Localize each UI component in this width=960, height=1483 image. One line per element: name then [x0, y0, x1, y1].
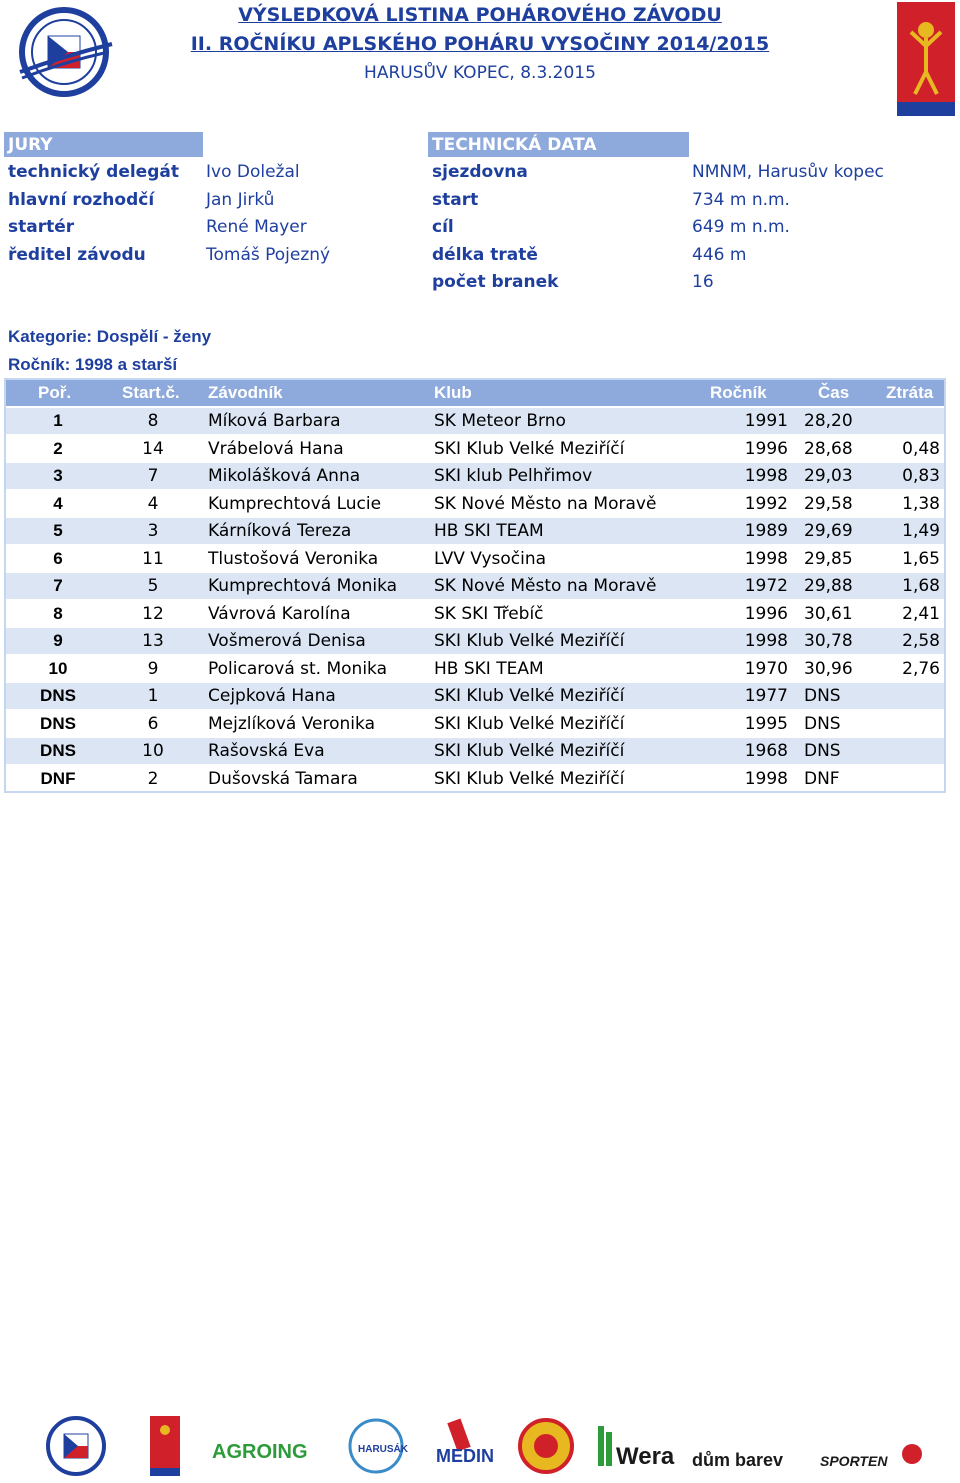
cell-position: 8 — [53, 603, 63, 623]
cell-position: DNS — [40, 713, 76, 733]
table-row — [6, 406, 944, 434]
cell-year: 1972 — [744, 576, 788, 596]
svg-text:dům barev: dům barev — [692, 1450, 784, 1470]
cell-time: 29,58 — [804, 493, 853, 514]
svg-text:SPORTEN: SPORTEN — [820, 1453, 888, 1469]
cell-start-number: 4 — [147, 493, 159, 514]
cell-year: 1998 — [744, 548, 788, 569]
cell-name: Mejzlíková Veronika — [208, 713, 375, 734]
col-year: Ročník — [710, 383, 767, 402]
jury-value: Ivo Doležal — [206, 162, 300, 182]
cell-position: 7 — [53, 576, 63, 595]
cell-loss: 1,68 — [902, 576, 940, 596]
tech-title: TECHNICKÁ DATA — [432, 135, 597, 155]
cell-loss: 0,83 — [902, 466, 940, 486]
cell-year: 1996 — [744, 603, 788, 624]
cell-club: SKI klub Pelhřimov — [434, 466, 593, 486]
cell-start-number: 12 — [142, 603, 164, 624]
tech-value: 734 m n.m. — [692, 190, 790, 210]
col-time: Čas — [818, 383, 850, 402]
svg-text:MEDIN: MEDIN — [436, 1446, 494, 1466]
cell-position: 3 — [53, 466, 63, 485]
cell-year: 1998 — [744, 768, 788, 789]
cell-position: 4 — [53, 493, 63, 513]
jury-value: Jan Jirků — [206, 190, 275, 210]
cell-club: SKI Klub Velké Meziříčí — [434, 686, 625, 706]
cell-name: Rašovská Eva — [208, 741, 325, 761]
cell-loss: 1,49 — [902, 521, 940, 541]
sponsor-agroing: AGROING — [212, 1441, 308, 1463]
jury-label: technický delegát — [8, 162, 179, 182]
table-row — [6, 544, 944, 572]
title-line-3: HARUSŮV KOPEC, 8.3.2015 — [364, 63, 596, 83]
table-row — [6, 736, 944, 764]
cell-name: Míková Barbara — [208, 411, 341, 431]
svg-text:HARUSÁK: HARUSÁK — [358, 1444, 408, 1455]
cell-time: DNS — [804, 741, 841, 761]
cell-loss: 1,65 — [902, 548, 940, 569]
cell-name: Dušovská Tamara — [208, 768, 358, 789]
cell-time: 29,69 — [804, 521, 853, 541]
cell-loss: 0,48 — [902, 438, 940, 459]
jury-title: JURY — [8, 135, 53, 155]
tech-label: cíl — [432, 217, 454, 237]
cell-time: 29,88 — [804, 576, 853, 596]
cell-position: 2 — [53, 438, 63, 458]
cell-time: DNS — [804, 713, 841, 734]
category-year: Ročník: 1998 a starší — [8, 355, 178, 374]
cell-time: 28,20 — [804, 411, 853, 431]
cell-club: SKI Klub Velké Meziříčí — [434, 631, 625, 651]
cell-year: 1996 — [744, 438, 788, 459]
cell-club: SKI Klub Velké Meziříčí — [434, 768, 625, 789]
col-club: Klub — [434, 383, 472, 402]
cell-club: SK Nové Město na Moravě — [434, 576, 657, 596]
table-row — [6, 709, 944, 737]
cell-position: DNS — [40, 686, 76, 705]
table-row — [6, 764, 944, 792]
cell-start-number: 7 — [147, 466, 159, 486]
cell-club: SKI Klub Velké Meziříčí — [434, 713, 625, 734]
tech-value: 16 — [692, 272, 714, 292]
table-row — [6, 571, 944, 599]
table-row — [6, 489, 944, 517]
svaz-lyzaru-logo — [12, 6, 116, 102]
table-row — [6, 461, 944, 489]
cell-start-number: 14 — [142, 438, 164, 459]
cell-start-number: 6 — [147, 713, 159, 734]
cell-year: 1992 — [744, 493, 788, 514]
cell-year: 1998 — [744, 631, 788, 651]
cell-position: 9 — [53, 631, 63, 650]
cell-loss: 2,76 — [902, 658, 940, 679]
cell-name: Cejpková Hana — [208, 686, 336, 706]
cell-position: 10 — [48, 658, 68, 678]
jury-label: hlavní rozhodčí — [8, 190, 155, 210]
cell-time: 29,03 — [804, 466, 853, 486]
tech-label: počet branek — [432, 272, 559, 292]
cell-club: SKI Klub Velké Meziříčí — [434, 741, 625, 761]
cell-start-number: 2 — [147, 768, 159, 789]
table-row — [6, 626, 944, 654]
svaz-lyzaru-small-logo — [48, 1418, 104, 1474]
col-pos: Poř. — [38, 383, 72, 402]
cell-loss: 2,41 — [902, 603, 940, 624]
cell-year: 1968 — [744, 741, 788, 761]
title-line-2: II. ROČNÍKU APLSKÉHO POHÁRU VYSOČINY 2014/2015 — [190, 33, 770, 55]
table-row — [6, 599, 944, 627]
cell-time: 30,96 — [804, 658, 853, 679]
cell-position: DNS — [40, 741, 76, 760]
sport-klub-logo — [897, 2, 955, 116]
cell-position: DNF — [40, 768, 76, 788]
cell-start-number: 13 — [142, 631, 164, 651]
wera-logo — [598, 1426, 675, 1470]
cell-time: DNF — [804, 768, 840, 789]
cell-club: HB SKI TEAM — [434, 658, 544, 679]
col-start: Start.č. — [122, 383, 180, 402]
cell-club: SK Meteor Brno — [434, 411, 566, 431]
cell-loss: 1,38 — [902, 493, 940, 514]
cell-start-number: 9 — [147, 658, 159, 679]
crest-logo — [520, 1420, 572, 1472]
tech-bar — [428, 132, 689, 157]
cell-start-number: 5 — [147, 576, 159, 596]
cell-name: Kumprechtová Monika — [208, 576, 398, 596]
tech-label: start — [432, 190, 479, 210]
cell-name: Kárníková Tereza — [208, 521, 352, 541]
jury-label: ředitel závodu — [8, 245, 146, 265]
cell-position: 1 — [53, 411, 63, 430]
cell-name: Vošmerová Denisa — [208, 631, 366, 651]
cell-year: 1970 — [744, 658, 788, 679]
jury-label: startér — [8, 217, 75, 237]
cell-position: 5 — [53, 521, 63, 540]
category-title: Kategorie: Dospělí - ženy — [8, 327, 212, 346]
jury-value: Tomáš Pojezný — [206, 245, 331, 265]
svg-text:Wera: Wera — [616, 1443, 675, 1470]
sporten-logo — [820, 1444, 922, 1469]
table-row — [6, 434, 944, 462]
col-name: Závodník — [208, 383, 283, 402]
cell-start-number: 1 — [147, 686, 159, 706]
cell-club: SK SKI Třebíč — [434, 603, 544, 624]
cell-year: 1989 — [744, 521, 788, 541]
cell-start-number: 10 — [142, 741, 164, 761]
tech-value: NMNM, Harusův kopec — [692, 162, 884, 182]
cell-start-number: 3 — [147, 521, 159, 541]
cell-name: Tlustošová Veronika — [208, 548, 379, 569]
cell-time: 30,78 — [804, 631, 853, 651]
cell-year: 1991 — [744, 411, 788, 431]
results-table — [4, 378, 946, 793]
tech-label: délka tratě — [432, 245, 538, 265]
dum-barev-logo — [692, 1450, 783, 1470]
cell-name: Vrábelová Hana — [208, 438, 344, 459]
tech-value: 446 m — [692, 245, 747, 265]
cell-year: 1998 — [744, 466, 788, 486]
cell-club: HB SKI TEAM — [434, 521, 544, 541]
cell-year: 1977 — [744, 686, 788, 706]
table-header — [6, 380, 944, 406]
cell-name: Vávrová Karolína — [208, 603, 351, 624]
harusak-logo — [350, 1420, 409, 1472]
cell-club: SKI Klub Velké Meziříčí — [434, 438, 625, 459]
medin-logo — [436, 1419, 494, 1466]
cell-name: Policarová st. Monika — [208, 658, 388, 679]
tech-label: sjezdovna — [432, 162, 528, 182]
title-line-1: VÝSLEDKOVÁ LISTINA POHÁROVÉHO ZÁVODU — [238, 4, 722, 26]
cell-club: LVV Vysočina — [434, 548, 547, 569]
tech-value: 649 m n.m. — [692, 217, 790, 237]
jury-bar — [4, 132, 203, 157]
cell-loss: 2,58 — [902, 631, 940, 651]
cell-time: DNS — [804, 686, 841, 706]
cell-club: SK Nové Město na Moravě — [434, 493, 657, 514]
table-row — [6, 516, 944, 544]
cell-start-number: 8 — [147, 411, 159, 431]
cell-year: 1995 — [744, 713, 788, 734]
cell-time: 28,68 — [804, 438, 853, 459]
sport-klub-small-logo — [150, 1416, 180, 1476]
col-loss: Ztráta — [886, 383, 934, 402]
sponsors-strip — [0, 1410, 960, 1480]
table-row — [6, 681, 944, 709]
jury-value: René Mayer — [206, 217, 307, 237]
table-row — [6, 654, 944, 682]
cell-start-number: 11 — [142, 548, 164, 569]
cell-time: 30,61 — [804, 603, 853, 624]
cell-position: 6 — [53, 548, 63, 568]
cell-name: Mikolášková Anna — [208, 466, 361, 486]
cell-time: 29,85 — [804, 548, 853, 569]
cell-name: Kumprechtová Lucie — [208, 493, 382, 514]
